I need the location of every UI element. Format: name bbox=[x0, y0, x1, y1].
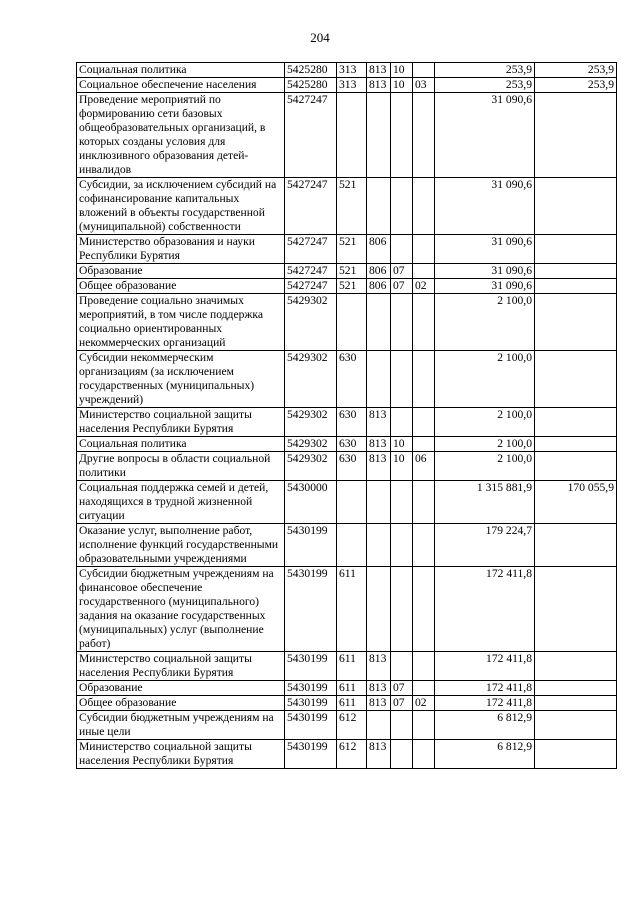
row-administrator: 813 bbox=[367, 63, 391, 78]
row-expense-type: 521 bbox=[337, 264, 367, 279]
table-row bbox=[77, 740, 617, 769]
row-target-article: 5427247 bbox=[285, 235, 337, 264]
row-target-article: 5430199 bbox=[285, 711, 337, 740]
row-amount-federal bbox=[535, 408, 617, 437]
table-row bbox=[77, 481, 617, 524]
row-administrator bbox=[367, 178, 391, 235]
row-expense-type: 612 bbox=[337, 711, 367, 740]
row-administrator: 813 bbox=[367, 408, 391, 437]
row-expense-type: 630 bbox=[337, 437, 367, 452]
row-expense-type: 630 bbox=[337, 452, 367, 481]
row-section bbox=[391, 93, 413, 178]
row-section bbox=[391, 652, 413, 681]
row-section: 10 bbox=[391, 63, 413, 78]
row-administrator: 813 bbox=[367, 437, 391, 452]
row-administrator: 813 bbox=[367, 681, 391, 696]
table-row bbox=[77, 408, 617, 437]
row-subsection: 03 bbox=[413, 78, 435, 93]
row-amount-total: 2 100,0 bbox=[435, 437, 535, 452]
row-amount-federal bbox=[535, 235, 617, 264]
row-expense-type bbox=[337, 524, 367, 567]
row-expense-type: 521 bbox=[337, 235, 367, 264]
row-section bbox=[391, 351, 413, 408]
row-subsection bbox=[413, 437, 435, 452]
row-name: Субсидии, за исключением субсидий на софинансирование капитальных вложений в объекты государственной (муниципальной) собственности bbox=[77, 178, 285, 235]
row-section: 07 bbox=[391, 279, 413, 294]
row-administrator bbox=[367, 93, 391, 178]
row-amount-federal bbox=[535, 93, 617, 178]
row-administrator: 813 bbox=[367, 652, 391, 681]
row-expense-type: 313 bbox=[337, 63, 367, 78]
table-row bbox=[77, 93, 617, 178]
row-subsection bbox=[413, 63, 435, 78]
row-target-article: 5425280 bbox=[285, 63, 337, 78]
row-amount-total: 31 090,6 bbox=[435, 93, 535, 178]
row-amount-federal bbox=[535, 740, 617, 769]
row-subsection bbox=[413, 235, 435, 264]
row-amount-federal bbox=[535, 524, 617, 567]
row-amount-total: 172 411,8 bbox=[435, 652, 535, 681]
row-expense-type: 521 bbox=[337, 279, 367, 294]
row-amount-total: 172 411,8 bbox=[435, 681, 535, 696]
row-name: Социальное обеспечение населения bbox=[77, 78, 285, 93]
row-amount-federal bbox=[535, 652, 617, 681]
row-administrator: 806 bbox=[367, 235, 391, 264]
row-section bbox=[391, 294, 413, 351]
row-amount-federal: 253,9 bbox=[535, 78, 617, 93]
table-row bbox=[77, 524, 617, 567]
row-amount-federal: 170 055,9 bbox=[535, 481, 617, 524]
row-section: 07 bbox=[391, 264, 413, 279]
row-name: Проведение мероприятий по формированию сети базовых общеобразовательных организаций, в которых созданы условия для инклюзивного образования детей-инвалидов bbox=[77, 93, 285, 178]
row-amount-total: 172 411,8 bbox=[435, 567, 535, 652]
row-target-article: 5430199 bbox=[285, 652, 337, 681]
row-target-article: 5430199 bbox=[285, 524, 337, 567]
row-expense-type bbox=[337, 481, 367, 524]
row-amount-total: 2 100,0 bbox=[435, 408, 535, 437]
row-amount-total: 2 100,0 bbox=[435, 294, 535, 351]
row-target-article: 5430199 bbox=[285, 740, 337, 769]
row-section bbox=[391, 178, 413, 235]
row-subsection bbox=[413, 681, 435, 696]
row-name: Проведение социально значимых мероприятий, в том числе поддержка социально ориентированных некоммерческих организаций bbox=[77, 294, 285, 351]
table-row bbox=[77, 63, 617, 78]
row-target-article: 5427247 bbox=[285, 178, 337, 235]
table-row bbox=[77, 711, 617, 740]
row-amount-total: 31 090,6 bbox=[435, 264, 535, 279]
row-name: Министерство социальной защиты населения Республики Бурятия bbox=[77, 740, 285, 769]
row-amount-federal bbox=[535, 711, 617, 740]
row-administrator bbox=[367, 294, 391, 351]
row-subsection: 02 bbox=[413, 279, 435, 294]
row-amount-total: 6 812,9 bbox=[435, 740, 535, 769]
table-row bbox=[77, 567, 617, 652]
row-administrator: 813 bbox=[367, 696, 391, 711]
row-expense-type: 611 bbox=[337, 652, 367, 681]
row-amount-total: 172 411,8 bbox=[435, 696, 535, 711]
page-number: 204 bbox=[310, 30, 330, 45]
row-name: Министерство социальной защиты населения Республики Бурятия bbox=[77, 408, 285, 437]
row-subsection bbox=[413, 481, 435, 524]
row-amount-federal bbox=[535, 294, 617, 351]
row-administrator bbox=[367, 524, 391, 567]
table-row bbox=[77, 178, 617, 235]
row-name: Образование bbox=[77, 681, 285, 696]
row-administrator bbox=[367, 567, 391, 652]
row-name: Социальная политика bbox=[77, 437, 285, 452]
row-section bbox=[391, 740, 413, 769]
row-name: Социальная поддержка семей и детей, находящихся в трудной жизненной ситуации bbox=[77, 481, 285, 524]
row-section bbox=[391, 567, 413, 652]
table-row bbox=[77, 78, 617, 93]
row-expense-type: 313 bbox=[337, 78, 367, 93]
row-section: 07 bbox=[391, 696, 413, 711]
row-amount-federal bbox=[535, 178, 617, 235]
row-section bbox=[391, 711, 413, 740]
row-name: Субсидии бюджетным учреждениям на финансовое обеспечение государственного (муниципального) задания на оказание государственных (муниципальных) услуг (выполнение работ) bbox=[77, 567, 285, 652]
row-target-article: 5430199 bbox=[285, 681, 337, 696]
row-amount-federal bbox=[535, 437, 617, 452]
row-amount-federal: 253,9 bbox=[535, 63, 617, 78]
row-administrator: 806 bbox=[367, 279, 391, 294]
row-amount-total: 31 090,6 bbox=[435, 178, 535, 235]
table-row bbox=[77, 279, 617, 294]
row-administrator bbox=[367, 351, 391, 408]
row-expense-type: 611 bbox=[337, 681, 367, 696]
row-target-article: 5425280 bbox=[285, 78, 337, 93]
row-name: Общее образование bbox=[77, 696, 285, 711]
row-administrator: 806 bbox=[367, 264, 391, 279]
row-amount-total: 179 224,7 bbox=[435, 524, 535, 567]
row-amount-federal bbox=[535, 452, 617, 481]
row-subsection: 02 bbox=[413, 696, 435, 711]
row-section bbox=[391, 408, 413, 437]
row-administrator: 813 bbox=[367, 452, 391, 481]
row-target-article: 5430000 bbox=[285, 481, 337, 524]
row-name: Субсидии некоммерческим организациям (за исключением государственных (муниципальных) учреждений) bbox=[77, 351, 285, 408]
row-expense-type: 630 bbox=[337, 408, 367, 437]
budget-table bbox=[76, 62, 617, 769]
row-amount-total: 2 100,0 bbox=[435, 351, 535, 408]
row-subsection bbox=[413, 652, 435, 681]
table-row bbox=[77, 294, 617, 351]
row-target-article: 5427247 bbox=[285, 279, 337, 294]
row-amount-federal bbox=[535, 279, 617, 294]
row-subsection bbox=[413, 93, 435, 178]
row-name: Субсидии бюджетным учреждениям на иные цели bbox=[77, 711, 285, 740]
row-section: 07 bbox=[391, 681, 413, 696]
row-name: Социальная политика bbox=[77, 63, 285, 78]
row-subsection bbox=[413, 567, 435, 652]
row-name: Общее образование bbox=[77, 279, 285, 294]
row-expense-type: 630 bbox=[337, 351, 367, 408]
row-target-article: 5430199 bbox=[285, 567, 337, 652]
row-expense-type: 521 bbox=[337, 178, 367, 235]
table-row bbox=[77, 351, 617, 408]
row-amount-total: 1 315 881,9 bbox=[435, 481, 535, 524]
row-administrator bbox=[367, 481, 391, 524]
row-amount-total: 2 100,0 bbox=[435, 452, 535, 481]
row-subsection bbox=[413, 351, 435, 408]
row-name: Министерство социальной защиты населения Республики Бурятия bbox=[77, 652, 285, 681]
row-amount-federal bbox=[535, 681, 617, 696]
row-target-article: 5429302 bbox=[285, 437, 337, 452]
row-subsection bbox=[413, 524, 435, 567]
row-target-article: 5429302 bbox=[285, 351, 337, 408]
row-name: Другие вопросы в области социальной политики bbox=[77, 452, 285, 481]
table-row bbox=[77, 235, 617, 264]
row-subsection bbox=[413, 264, 435, 279]
row-administrator: 813 bbox=[367, 740, 391, 769]
row-amount-federal bbox=[535, 351, 617, 408]
row-section bbox=[391, 481, 413, 524]
row-name: Оказание услуг, выполнение работ, исполнение функций государственными образовательными учреждениями bbox=[77, 524, 285, 567]
row-expense-type bbox=[337, 294, 367, 351]
row-amount-federal bbox=[535, 567, 617, 652]
row-target-article: 5427247 bbox=[285, 93, 337, 178]
row-amount-federal bbox=[535, 264, 617, 279]
row-target-article: 5429302 bbox=[285, 452, 337, 481]
table-row bbox=[77, 437, 617, 452]
row-administrator: 813 bbox=[367, 78, 391, 93]
row-section: 10 bbox=[391, 437, 413, 452]
row-amount-federal bbox=[535, 696, 617, 711]
row-subsection: 06 bbox=[413, 452, 435, 481]
row-subsection bbox=[413, 294, 435, 351]
row-subsection bbox=[413, 711, 435, 740]
row-expense-type bbox=[337, 93, 367, 178]
row-subsection bbox=[413, 408, 435, 437]
row-amount-total: 31 090,6 bbox=[435, 235, 535, 264]
row-target-article: 5429302 bbox=[285, 294, 337, 351]
row-expense-type: 611 bbox=[337, 567, 367, 652]
row-subsection bbox=[413, 178, 435, 235]
row-subsection bbox=[413, 740, 435, 769]
table-row bbox=[77, 681, 617, 696]
row-section: 10 bbox=[391, 78, 413, 93]
row-section bbox=[391, 235, 413, 264]
row-expense-type: 612 bbox=[337, 740, 367, 769]
row-section bbox=[391, 524, 413, 567]
row-target-article: 5429302 bbox=[285, 408, 337, 437]
row-amount-total: 31 090,6 bbox=[435, 279, 535, 294]
row-amount-total: 6 812,9 bbox=[435, 711, 535, 740]
row-amount-total: 253,9 bbox=[435, 78, 535, 93]
table-row bbox=[77, 452, 617, 481]
row-expense-type: 611 bbox=[337, 696, 367, 711]
table-row bbox=[77, 264, 617, 279]
row-name: Министерство образования и науки Республики Бурятия bbox=[77, 235, 285, 264]
row-administrator bbox=[367, 711, 391, 740]
row-name: Образование bbox=[77, 264, 285, 279]
row-section: 10 bbox=[391, 452, 413, 481]
row-target-article: 5430199 bbox=[285, 696, 337, 711]
row-amount-total: 253,9 bbox=[435, 63, 535, 78]
row-target-article: 5427247 bbox=[285, 264, 337, 279]
table-row bbox=[77, 696, 617, 711]
table-row bbox=[77, 652, 617, 681]
